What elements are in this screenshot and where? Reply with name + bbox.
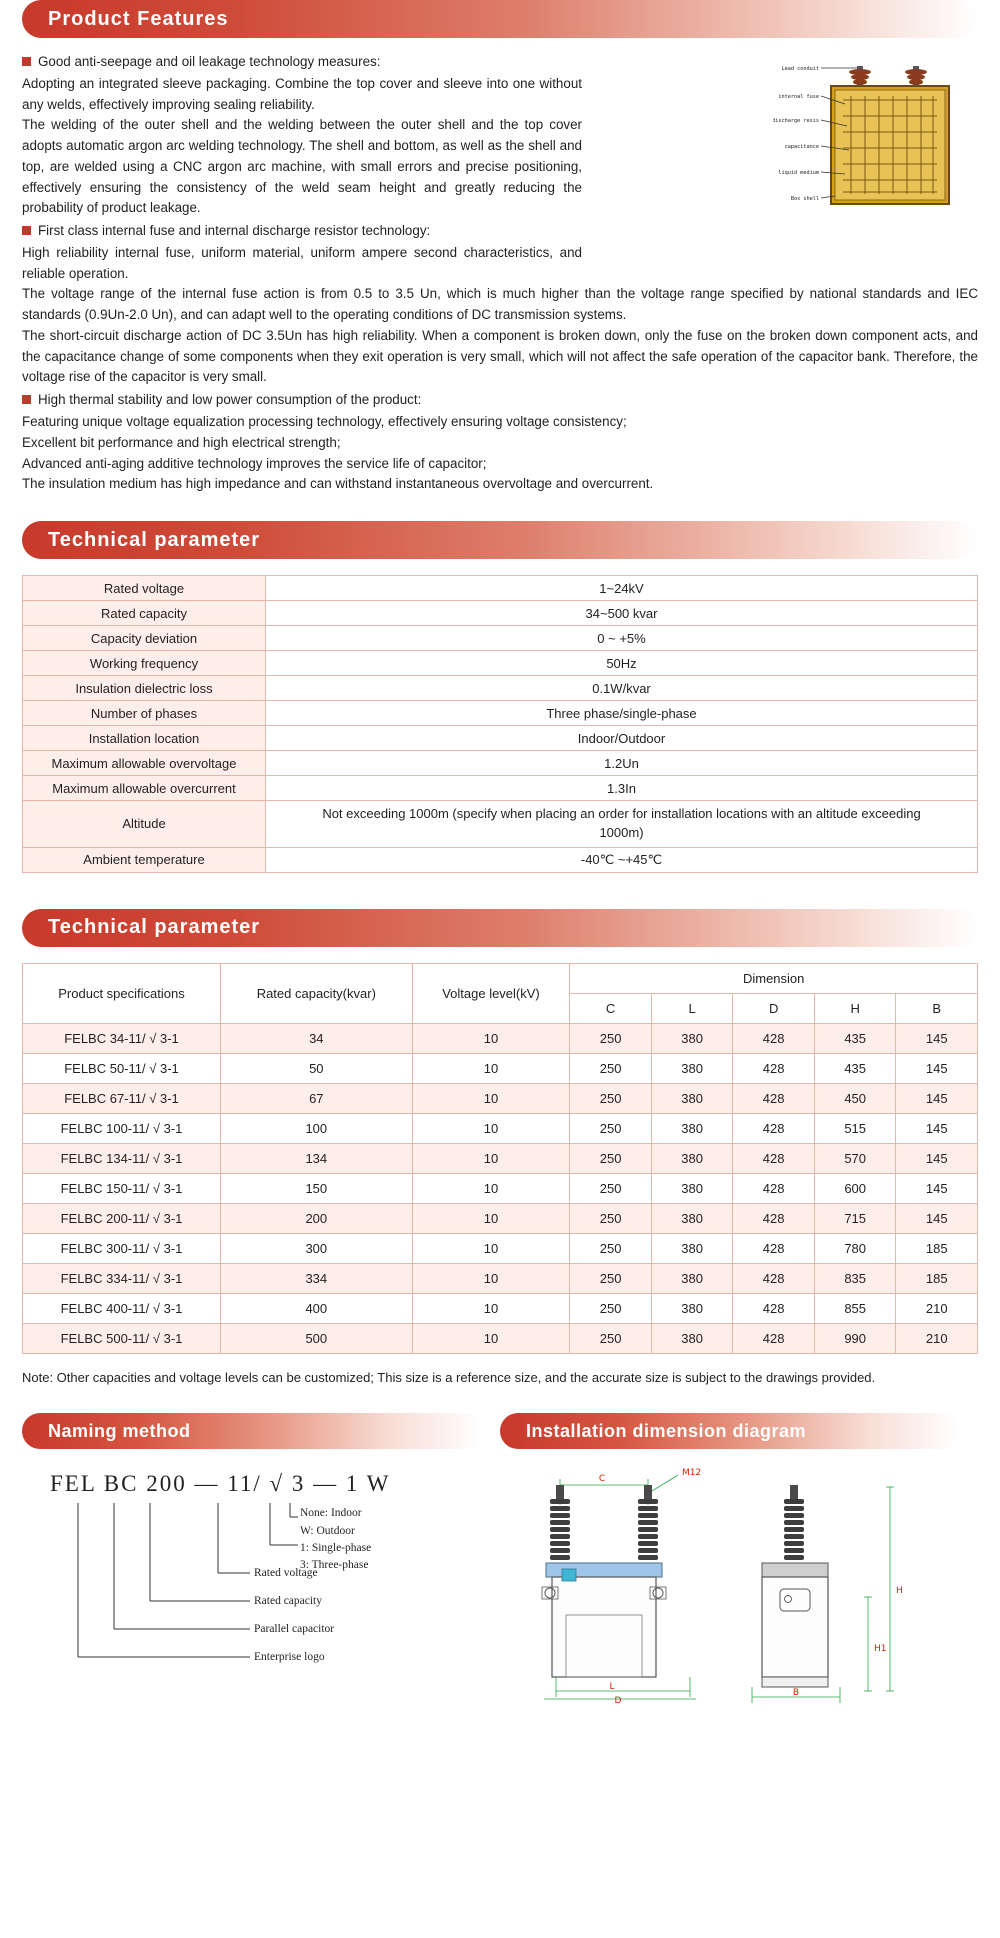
cell-l: 380 (651, 1023, 733, 1053)
cell-capacity: 67 (220, 1083, 412, 1113)
table-row (23, 1293, 978, 1323)
table-row (23, 576, 978, 601)
cell-b: 185 (896, 1233, 978, 1263)
svg-text:discharge resis: discharge resis (773, 118, 819, 124)
cell-spec: FELBC 300-11/ √ 3-1 (23, 1233, 221, 1263)
section-title: Technical parameter (48, 916, 261, 939)
table-row (23, 751, 978, 776)
naming-leader-lines (22, 1471, 482, 1701)
cell-voltage: 10 (412, 1293, 570, 1323)
column-header-b: B (896, 993, 978, 1023)
feature-body-3 (22, 412, 978, 495)
cell-capacity: 50 (220, 1053, 412, 1083)
cell-c: 250 (570, 1143, 652, 1173)
svg-text:internal fuse: internal fuse (778, 94, 819, 100)
svg-text:D: D (614, 1696, 622, 1706)
cell-voltage: 10 (412, 1083, 570, 1113)
installation-dimension-drawing (500, 1465, 960, 1710)
cell-c: 250 (570, 1293, 652, 1323)
table-note: Note: Other capacities and voltage levels can be customized; This size is a reference size, and the accurate size is subject to the drawings provided. (22, 1369, 876, 1385)
feature-paragraph: The welding of the outer shell and the welding between the outer shell and the top cover adopts automatic argon arc welding technology. The shell and bottom, as well as the shell and top, are welded using a CNC argon arc machine, with small errors and precise positioning, effectively ensuring the consistency of the weld seam height and greatly reducing the probability of product leakage. (22, 117, 582, 216)
cell-voltage: 10 (412, 1263, 570, 1293)
cell-spec: FELBC 100-11/ √ 3-1 (23, 1113, 221, 1143)
table-row (23, 1323, 978, 1353)
legend-single-phase: 1: Single-phase (300, 1541, 372, 1554)
cell-l: 380 (651, 1293, 733, 1323)
cell-spec: FELBC 500-11/ √ 3-1 (23, 1323, 221, 1353)
square-bullet-icon (22, 57, 31, 66)
cell-voltage: 10 (412, 1203, 570, 1233)
column-header-l: L (651, 993, 733, 1023)
cell-spec: FELBC 334-11/ √ 3-1 (23, 1263, 221, 1293)
feature-heading: Good anti-seepage and oil leakage technology measures: (38, 54, 381, 69)
spec-label: Maximum allowable overcurrent (23, 776, 266, 801)
cell-l: 380 (651, 1263, 733, 1293)
spec-value: 0 ~ +5% (266, 626, 978, 651)
table-row (23, 776, 978, 801)
table-row (23, 701, 978, 726)
feature-paragraph: Adopting an integrated sleeve packaging. Combine the top cover and sleeve into one without any welds, effectively improving sealing reliability. (22, 75, 582, 112)
cell-voltage: 10 (412, 1233, 570, 1263)
table-row (23, 1023, 978, 1053)
cell-spec: FELBC 400-11/ √ 3-1 (23, 1293, 221, 1323)
table-row (23, 601, 978, 626)
spec-value: Indoor/Outdoor (266, 726, 978, 751)
section-title: Installation dimension diagram (526, 1420, 807, 1441)
cell-c: 250 (570, 1233, 652, 1263)
cell-l: 380 (651, 1323, 733, 1353)
cell-b: 145 (896, 1203, 978, 1233)
cell-voltage: 10 (412, 1323, 570, 1353)
cell-voltage: 10 (412, 1113, 570, 1143)
cell-capacity: 300 (220, 1233, 412, 1263)
cell-h: 780 (814, 1233, 896, 1263)
cell-h: 570 (814, 1143, 896, 1173)
column-header-h: H (814, 993, 896, 1023)
spec-value: 1~24kV (266, 576, 978, 601)
table-row (23, 651, 978, 676)
spec-label: Rated capacity (23, 601, 266, 626)
cell-h: 715 (814, 1203, 896, 1233)
cell-d: 428 (733, 1173, 815, 1203)
cell-l: 380 (651, 1233, 733, 1263)
svg-text:Lead conduit: Lead conduit (781, 66, 819, 72)
cell-voltage: 10 (412, 1173, 570, 1203)
cell-capacity: 200 (220, 1203, 412, 1233)
cell-d: 428 (733, 1263, 815, 1293)
capacitor-diagram-svg (773, 56, 978, 231)
banner-naming-method (22, 1413, 482, 1449)
table-row (23, 1203, 978, 1233)
feature-block-3 (22, 390, 978, 495)
table-row (23, 1233, 978, 1263)
cell-c: 250 (570, 1263, 652, 1293)
cell-c: 250 (570, 1053, 652, 1083)
feature-paragraph: The short-circuit discharge action of DC 3.5Un has high reliability. When a component is broken down, only the fuse on the broken down component acts, and the capacitance change of some components when they exit operation is very small, which will not affect the safe operation of the capacitor bank. Therefore, the voltage rise of the capacitor is very small. (22, 327, 978, 385)
cell-d: 428 (733, 1143, 815, 1173)
section-title: Technical parameter (48, 528, 261, 551)
cell-l: 380 (651, 1203, 733, 1233)
svg-text:C: C (598, 1474, 606, 1485)
table-row (23, 726, 978, 751)
cell-spec: FELBC 134-11/ √ 3-1 (23, 1143, 221, 1173)
spec-label: Maximum allowable overvoltage (23, 751, 266, 776)
spec-label: Insulation dielectric loss (23, 676, 266, 701)
spec-label: Altitude (23, 801, 266, 848)
column-header-c: C (570, 993, 652, 1023)
cell-b: 210 (896, 1323, 978, 1353)
spec-label: Number of phases (23, 701, 266, 726)
legend-w-outdoor: W: Outdoor (300, 1524, 355, 1537)
cell-h: 835 (814, 1263, 896, 1293)
feature-paragraph: The insulation medium has high impedance and can withstand instantaneous overvoltage and overcurrent. (22, 476, 654, 492)
column-header-voltage: Voltage level(kV) (412, 963, 570, 1023)
spec-label: Installation location (23, 726, 266, 751)
installation-drawing-svg (500, 1465, 960, 1705)
cell-c: 250 (570, 1323, 652, 1353)
spec-value: 34~500 kvar (266, 601, 978, 626)
feature-heading-row (22, 390, 978, 411)
spec-value: Not exceeding 1000m (specify when placing an order for installation locations with an altitude exceeding 1000m) (266, 801, 978, 848)
table-row (23, 626, 978, 651)
cell-l: 380 (651, 1083, 733, 1113)
spec-value: 1.2Un (266, 751, 978, 776)
cell-spec: FELBC 34-11/ √ 3-1 (23, 1023, 221, 1053)
cell-c: 250 (570, 1083, 652, 1113)
svg-text:H1: H1 (874, 1644, 887, 1655)
product-features-body (22, 52, 978, 495)
legend-parallel-capacitor: Parallel capacitor (254, 1623, 335, 1636)
feature-heading: First class internal fuse and internal discharge resistor technology: (38, 223, 431, 239)
legend-three-phase: 3: Three-phase (300, 1559, 369, 1572)
feature-paragraph: Excellent bit performance and high electrical strength; (22, 434, 341, 450)
cell-l: 380 (651, 1143, 733, 1173)
svg-text:H: H (896, 1586, 903, 1597)
dimension-table (22, 963, 978, 1354)
cell-d: 428 (733, 1113, 815, 1143)
table-header-row (23, 963, 978, 993)
cell-l: 380 (651, 1113, 733, 1143)
installation-diagram-column (500, 1413, 960, 1710)
table-row (23, 1143, 978, 1173)
cell-l: 380 (651, 1173, 733, 1203)
cell-h: 990 (814, 1323, 896, 1353)
legend-none-indoor: None: Indoor (300, 1507, 362, 1520)
cell-capacity: 334 (220, 1263, 412, 1293)
banner-technical-parameter-1 (22, 521, 978, 559)
feature-heading: High thermal stability and low power consumption of the product: (38, 392, 422, 408)
table-row (23, 1053, 978, 1083)
cell-b: 145 (896, 1023, 978, 1053)
banner-installation-dimension (500, 1413, 960, 1449)
cell-d: 428 (733, 1323, 815, 1353)
cell-h: 450 (814, 1083, 896, 1113)
feature-block-2 (22, 221, 978, 388)
naming-method-column (22, 1413, 482, 1710)
spec-label: Capacity deviation (23, 626, 266, 651)
feature-body-2 (22, 243, 978, 388)
cell-b: 145 (896, 1083, 978, 1113)
cell-b: 210 (896, 1293, 978, 1323)
cell-d: 428 (733, 1233, 815, 1263)
feature-paragraph: Featuring unique voltage equalization processing technology, effectively ensuring voltage consistency; (22, 414, 627, 430)
legend-rated-capacity: Rated capacity (254, 1595, 323, 1608)
cell-h: 435 (814, 1053, 896, 1083)
spec-value: 50Hz (266, 651, 978, 676)
cell-capacity: 34 (220, 1023, 412, 1053)
spec-label: Ambient temperature (23, 847, 266, 872)
column-header-spec: Product specifications (23, 963, 221, 1023)
svg-text:B: B (792, 1688, 800, 1699)
feature-paragraph: Advanced anti-aging additive technology improves the service life of capacitor; (22, 455, 487, 471)
specification-table (22, 575, 978, 873)
cell-d: 428 (733, 1293, 815, 1323)
table-row (23, 676, 978, 701)
cell-b: 145 (896, 1053, 978, 1083)
cell-b: 145 (896, 1173, 978, 1203)
cell-d: 428 (733, 1023, 815, 1053)
cell-voltage: 10 (412, 1143, 570, 1173)
feature-paragraph: The voltage range of the internal fuse action is from 0.5 to 3.5 Un, which is much higher than the voltage range specified by national standards and IEC standards (0.9Un-2.0 Un), and can adapt well to the operating conditions of DC transmission systems. (22, 286, 978, 323)
cell-d: 428 (733, 1083, 815, 1113)
svg-text:capacitance: capacitance (784, 144, 819, 150)
column-header-capacity: Rated capacity(kvar) (220, 963, 412, 1023)
table-row (23, 801, 978, 848)
svg-text:M12: M12 (682, 1468, 702, 1479)
spec-value: 1.3In (266, 776, 978, 801)
cell-b: 145 (896, 1143, 978, 1173)
cell-l: 380 (651, 1053, 733, 1083)
square-bullet-icon (22, 395, 31, 404)
cell-capacity: 500 (220, 1323, 412, 1353)
cell-c: 250 (570, 1203, 652, 1233)
capacitor-cutaway-diagram (773, 56, 978, 231)
table-row (23, 1173, 978, 1203)
table-row (23, 1263, 978, 1293)
cell-h: 435 (814, 1023, 896, 1053)
naming-method-diagram (22, 1471, 482, 1701)
section-title: Naming method (48, 1420, 191, 1441)
bottom-section (0, 1413, 1000, 1710)
naming-legend-group (300, 1505, 371, 1574)
cell-d: 428 (733, 1053, 815, 1083)
cell-capacity: 150 (220, 1173, 412, 1203)
cell-spec: FELBC 150-11/ √ 3-1 (23, 1173, 221, 1203)
svg-text:Box shell: Box shell (790, 196, 819, 202)
svg-text:L: L (609, 1682, 615, 1693)
feature-body-1 (22, 74, 582, 219)
cell-c: 250 (570, 1173, 652, 1203)
section-header-technical-parameter-2 (22, 909, 978, 947)
section-header-technical-parameter-1 (22, 521, 978, 559)
cell-h: 600 (814, 1173, 896, 1203)
cell-b: 185 (896, 1263, 978, 1293)
spec-label: Rated voltage (23, 576, 266, 601)
spec-value: Three phase/single-phase (266, 701, 978, 726)
section-header-product-features (22, 0, 978, 38)
cell-spec: FELBC 67-11/ √ 3-1 (23, 1083, 221, 1113)
cell-c: 250 (570, 1113, 652, 1143)
cell-voltage: 10 (412, 1023, 570, 1053)
legend-rated-voltage: Rated voltage (254, 1567, 318, 1580)
naming-code: FEL BC 200 — 11/ √ 3 — 1 W (50, 1471, 391, 1497)
banner-technical-parameter-2 (22, 909, 978, 947)
cell-capacity: 134 (220, 1143, 412, 1173)
table-row (23, 1083, 978, 1113)
cell-spec: FELBC 50-11/ √ 3-1 (23, 1053, 221, 1083)
svg-text:liquid medium: liquid medium (778, 170, 819, 176)
cell-c: 250 (570, 1023, 652, 1053)
square-bullet-icon (22, 226, 31, 235)
cell-spec: FELBC 200-11/ √ 3-1 (23, 1203, 221, 1233)
spec-value: -40℃ ~+45℃ (266, 847, 978, 872)
column-header-dimension: Dimension (570, 963, 978, 993)
column-header-d: D (733, 993, 815, 1023)
banner-product-features (22, 0, 978, 38)
section-title: Product Features (48, 7, 229, 30)
cell-h: 515 (814, 1113, 896, 1143)
cell-voltage: 10 (412, 1053, 570, 1083)
cell-capacity: 400 (220, 1293, 412, 1323)
legend-enterprise-logo: Enterprise logo (254, 1651, 325, 1664)
cell-b: 145 (896, 1113, 978, 1143)
cell-capacity: 100 (220, 1113, 412, 1143)
table-row (23, 1113, 978, 1143)
spec-value: 0.1W/kvar (266, 676, 978, 701)
cell-h: 855 (814, 1293, 896, 1323)
table-row (23, 847, 978, 872)
feature-paragraph: High reliability internal fuse, uniform material, uniform ampere second characteristics, and reliable operation. (22, 244, 582, 281)
spec-label: Working frequency (23, 651, 266, 676)
cell-d: 428 (733, 1203, 815, 1233)
